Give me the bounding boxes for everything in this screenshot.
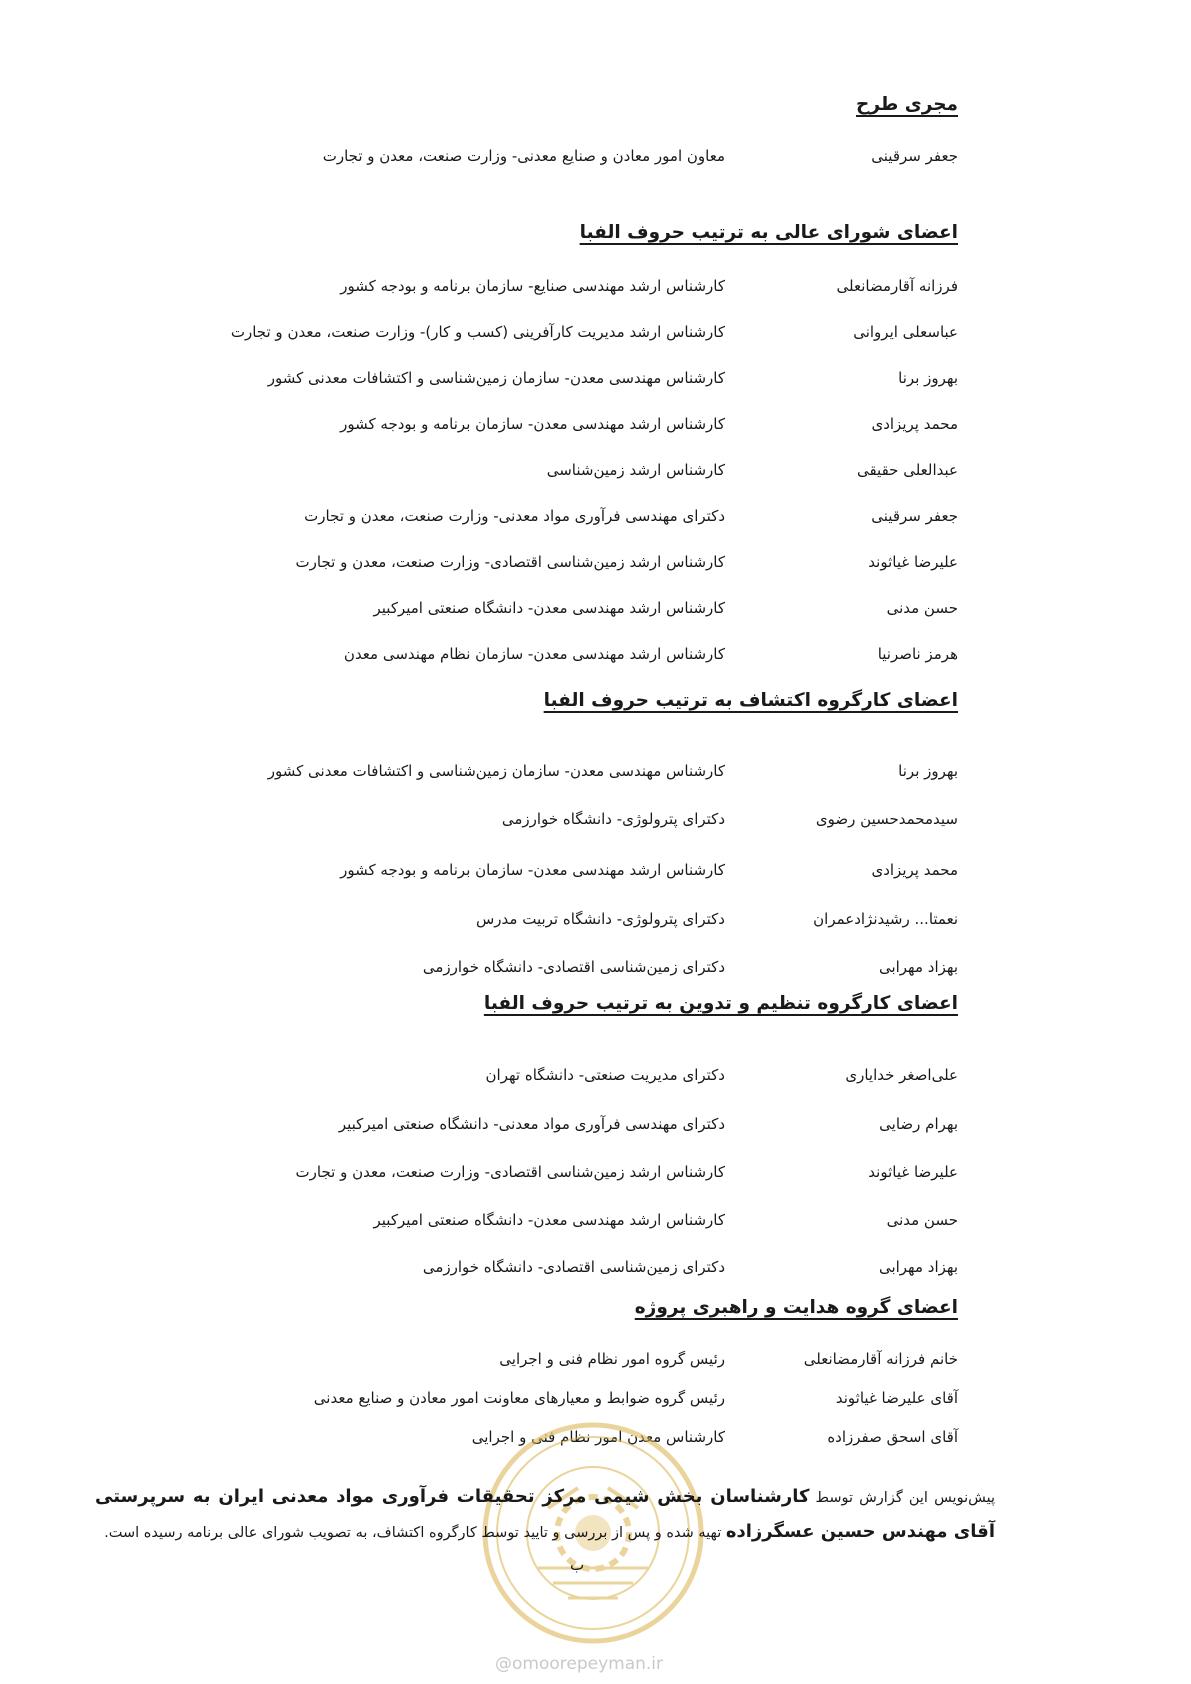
member-name: بهزاد مهرابی bbox=[878, 958, 958, 976]
member-row bbox=[0, 323, 1191, 347]
member-row bbox=[0, 415, 1191, 439]
footer-text-end: تهیه شده و پس از بررسی و تایید توسط کارگروه اکتشاف، به تصویب شورای عالی برنامه رسیده است. bbox=[104, 1525, 726, 1541]
member-name: هرمز ناصرنیا bbox=[877, 645, 958, 663]
member-row bbox=[0, 553, 1191, 577]
member-name: عباسعلی ایروانی bbox=[853, 323, 958, 341]
member-role: رئیس گروه ضوابط و معیارهای معاونت امور معادن و صنایع معدنی bbox=[313, 1389, 725, 1407]
member-name: محمد پریزادی bbox=[871, 861, 958, 879]
footer-text-bold: کارشناسان بخش شیمی مرکز تحقیقات فرآوری مواد معدنی ایران به سرپرستی آقای مهندس حسین عسگرزاده bbox=[95, 1486, 995, 1542]
member-role: کارشناس ارشد مهندسی صنایع- سازمان برنامه و بودجه کشور bbox=[340, 277, 725, 295]
member-row bbox=[0, 507, 1191, 531]
member-role: کارشناس ارشد مهندسی معدن- سازمان نظام مهندسی معدن bbox=[343, 645, 725, 663]
member-name: بهرام رضایی bbox=[879, 1115, 958, 1133]
member-role: کارشناس ارشد مهندسی معدن- سازمان برنامه و بودجه کشور bbox=[340, 861, 725, 879]
member-role: کارشناس ارشد مدیریت کارآفرینی (کسب و کار)- وزارت صنعت، معدن و تجارت bbox=[230, 323, 725, 341]
member-name: خانم فرزانه آقارمضانعلی bbox=[803, 1350, 958, 1368]
member-row bbox=[0, 461, 1191, 485]
member-role: کارشناس ارشد مهندسی معدن- سازمان برنامه و بودجه کشور bbox=[340, 415, 725, 433]
member-name: بهروز برنا bbox=[898, 369, 958, 387]
section-heading-executor: مجری طرح bbox=[856, 94, 958, 115]
section-heading-exploration-group: اعضای کارگروه اکتشاف به ترتیب حروف الفبا bbox=[543, 690, 958, 711]
member-role: دکترای پترولوژی- دانشگاه تربیت مدرس bbox=[475, 910, 725, 928]
member-name: جعفر سرقینی bbox=[871, 507, 958, 525]
member-role: دکترای پترولوژی- دانشگاه خوارزمی bbox=[501, 810, 725, 828]
member-role: معاون امور معادن و صنایع معدنی- وزارت صنعت، معدن و تجارت bbox=[322, 147, 725, 165]
member-row bbox=[0, 1115, 1191, 1139]
member-role: کارشناس ارشد مهندسی معدن- دانشگاه صنعتی امیرکبیر bbox=[373, 1211, 725, 1229]
section-heading-compilation-group: اعضای کارگروه تنظیم و تدوین به ترتیب حروف الفبا bbox=[483, 993, 958, 1014]
member-name: فرزانه آقارمضانعلی bbox=[836, 277, 958, 295]
section-heading-high-council: اعضای شورای عالی به ترتیب حروف الفبا bbox=[579, 222, 958, 243]
member-role: دکترای زمین‌شناسی اقتصادی- دانشگاه خوارزمی bbox=[422, 1258, 725, 1276]
member-role: دکترای زمین‌شناسی اقتصادی- دانشگاه خوارزمی bbox=[422, 958, 725, 976]
member-row bbox=[0, 861, 1191, 885]
member-name: حسن مدنی bbox=[886, 1211, 958, 1229]
member-role: دکترای مهندسی فرآوری مواد معدنی- دانشگاه صنعتی امیرکبیر bbox=[338, 1115, 725, 1133]
member-row bbox=[0, 762, 1191, 786]
member-row bbox=[0, 1163, 1191, 1187]
member-row bbox=[0, 910, 1191, 934]
member-name: عبدالعلی حقیقی bbox=[856, 461, 958, 479]
member-role: کارشناس ارشد زمین‌شناسی اقتصادی- وزارت صنعت، معدن و تجارت bbox=[295, 553, 725, 571]
member-role: دکترای مدیریت صنعتی- دانشگاه تهران bbox=[485, 1066, 725, 1084]
section-heading-steering-group: اعضای گروه هدایت و راهبری پروژه bbox=[634, 1297, 958, 1318]
member-row bbox=[0, 1389, 1191, 1413]
member-name: بهروز برنا bbox=[898, 762, 958, 780]
member-row bbox=[0, 810, 1191, 834]
member-role: کارشناس ارشد زمین‌شناسی bbox=[546, 461, 725, 479]
member-role: کارشناس مهندسی معدن- سازمان زمین‌شناسی و اکتشافات معدنی کشور bbox=[267, 762, 725, 780]
member-name: علی‌اصغر خدایاری bbox=[845, 1066, 958, 1084]
member-name: جعفر سرقینی bbox=[871, 147, 958, 165]
footer-paragraph bbox=[95, 1480, 995, 1550]
member-name: محمد پریزادی bbox=[871, 415, 958, 433]
member-role: کارشناس معدن امور نظام فنی و اجرایی bbox=[471, 1428, 725, 1446]
member-row bbox=[0, 277, 1191, 301]
member-name: آقای اسحق صفرزاده bbox=[827, 1428, 958, 1446]
member-row bbox=[0, 1211, 1191, 1235]
member-row bbox=[0, 147, 1191, 171]
member-row bbox=[0, 1066, 1191, 1090]
member-role: کارشناس ارشد مهندسی معدن- دانشگاه صنعتی امیرکبیر bbox=[373, 599, 725, 617]
member-row bbox=[0, 1258, 1191, 1282]
member-row bbox=[0, 958, 1191, 982]
footer-text-start: پیش‌نویس این گزارش توسط bbox=[809, 1490, 996, 1506]
member-row bbox=[0, 369, 1191, 393]
watermark-text: @omoorepeyman.ir bbox=[495, 1654, 664, 1674]
member-name: سیدمحمدحسین رضوی bbox=[815, 810, 958, 828]
member-row bbox=[0, 1350, 1191, 1374]
member-role: دکترای مهندسی فرآوری مواد معدنی- وزارت صنعت، معدن و تجارت bbox=[304, 507, 725, 525]
member-name: حسن مدنی bbox=[886, 599, 958, 617]
page-number: ب bbox=[570, 1556, 585, 1574]
member-name: بهزاد مهرابی bbox=[878, 1258, 958, 1276]
member-row bbox=[0, 599, 1191, 623]
member-role: کارشناس مهندسی معدن- سازمان زمین‌شناسی و اکتشافات معدنی کشور bbox=[267, 369, 725, 387]
member-name: آقای علیرضا غیاثوند bbox=[835, 1389, 958, 1407]
member-name: علیرضا غیاثوند bbox=[868, 553, 958, 571]
member-name: نعمتا... رشیدنژادعمران bbox=[813, 910, 958, 928]
member-row bbox=[0, 645, 1191, 669]
member-name: علیرضا غیاثوند bbox=[868, 1163, 958, 1181]
member-role: رئیس گروه امور نظام فنی و اجرایی bbox=[499, 1350, 725, 1368]
member-role: کارشناس ارشد زمین‌شناسی اقتصادی- وزارت صنعت، معدن و تجارت bbox=[295, 1163, 725, 1181]
